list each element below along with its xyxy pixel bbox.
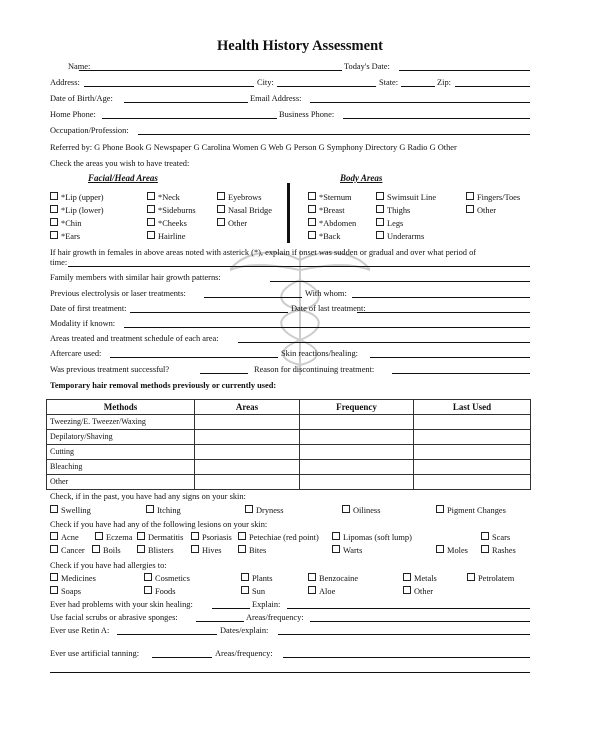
skin-option[interactable]: Oiliness [342, 505, 380, 516]
name-field[interactable] [79, 70, 342, 71]
business-phone-field[interactable] [343, 118, 530, 119]
checkbox-icon[interactable] [376, 218, 384, 226]
healing-explain-field[interactable] [287, 608, 530, 609]
email-label: Email Address: [250, 94, 302, 103]
area-option[interactable]: *Sternum [308, 192, 352, 203]
retin-field[interactable] [117, 634, 217, 635]
areas-schedule-label: Areas treated and treatment schedule of each area: [50, 334, 219, 343]
checkbox-icon[interactable] [308, 205, 316, 213]
table-row [47, 475, 531, 490]
area-option[interactable]: Legs [376, 218, 403, 229]
family-label: Family members with similar hair growth patterns: [50, 273, 221, 282]
retin-dates-label: Dates/explain: [220, 626, 269, 635]
scrubs-areas-label: Areas/frequency: [246, 613, 304, 622]
method-cell: Cutting [47, 445, 195, 460]
last-used-cell[interactable] [414, 430, 531, 445]
checkbox-icon[interactable] [50, 586, 58, 594]
email-field[interactable] [310, 102, 530, 103]
areas-cell[interactable] [195, 475, 300, 490]
zip-field[interactable] [455, 86, 530, 87]
lesion-option[interactable]: Blisters [137, 545, 174, 556]
last-used-cell[interactable] [414, 460, 531, 475]
checkbox-icon[interactable] [191, 545, 199, 553]
business-phone-label: Business Phone: [279, 110, 335, 119]
area-option[interactable]: Other [466, 205, 496, 216]
electrolysis-field[interactable] [204, 297, 302, 298]
last-used-cell[interactable] [414, 445, 531, 460]
checkbox-icon[interactable] [147, 205, 155, 213]
skin-reactions-field[interactable] [370, 357, 530, 358]
skin-option[interactable]: Pigment Changes [436, 505, 506, 516]
checkbox-icon[interactable] [308, 573, 316, 581]
method-cell: Tweezing/E. Tweezer/Waxing [47, 415, 195, 430]
areas-cell[interactable] [195, 460, 300, 475]
successful-field[interactable] [200, 373, 248, 374]
extra-line[interactable] [50, 672, 530, 673]
table-header-row [47, 400, 531, 415]
checkbox-icon[interactable] [376, 192, 384, 200]
checkbox-icon[interactable] [245, 505, 253, 513]
lesion-option[interactable]: Cancer [50, 545, 85, 556]
hair-growth-question: If hair growth in females in above areas noted with asterick (*), explain if onset was sudden or gradual and over what period of [50, 248, 477, 257]
area-option[interactable]: *Back [308, 231, 340, 242]
method-cell: Bleaching [47, 460, 195, 475]
allergy-option[interactable]: Foods [144, 586, 175, 597]
todays-date-field[interactable] [399, 70, 530, 71]
with-whom-label: With whom: [305, 289, 347, 298]
city-field[interactable] [277, 86, 376, 87]
lesion-option[interactable]: Boils [92, 545, 121, 556]
checkbox-icon[interactable] [466, 205, 474, 213]
with-whom-field[interactable] [352, 297, 530, 298]
lesion-option[interactable]: Acne [50, 532, 79, 543]
occupation-label: Occupation/Profession: [50, 126, 129, 135]
lesion-option[interactable]: Petechiae (red point) [238, 532, 319, 543]
checkbox-icon[interactable] [238, 532, 246, 540]
home-phone-label: Home Phone: [50, 110, 96, 119]
allergy-option[interactable]: Soaps [50, 586, 81, 597]
checkbox-icon[interactable] [466, 192, 474, 200]
check-areas-label: Check the areas you wish to have treated: [50, 159, 190, 168]
area-option[interactable]: Other [217, 218, 247, 229]
lesion-option[interactable]: Eczema [95, 532, 133, 543]
area-option[interactable]: *Lip (lower) [50, 205, 104, 216]
facial-areas-heading: Facial/Head Areas [88, 173, 158, 183]
checkbox-icon[interactable] [238, 545, 246, 553]
address-field[interactable] [84, 86, 254, 87]
checkbox-icon[interactable] [50, 505, 58, 513]
page-title: Health History Assessment [217, 38, 383, 54]
checkbox-icon[interactable] [191, 532, 199, 540]
area-option[interactable]: *Abdomen [308, 218, 356, 229]
reason-field[interactable] [392, 373, 530, 374]
last-treatment-field[interactable] [357, 312, 530, 313]
areas-cell[interactable] [195, 430, 300, 445]
aftercare-label: Aftercare used: [50, 349, 102, 358]
frequency-cell[interactable] [300, 475, 414, 490]
dob-label: Date of Birth/Age: [50, 94, 113, 103]
checkbox-icon[interactable] [308, 231, 316, 239]
column-header: Methods [47, 400, 195, 415]
allergy-option[interactable]: Metals [403, 573, 437, 584]
city-label: City: [257, 78, 274, 87]
retin-label: Ever use Retin A: [50, 626, 110, 635]
checkbox-icon[interactable] [308, 586, 316, 594]
first-treatment-label: Date of first treatment: [50, 304, 127, 313]
allergy-option[interactable]: Plants [241, 573, 272, 584]
frequency-cell[interactable] [300, 430, 414, 445]
lesions-label: Check if you have had any of the following lesions on your skin: [50, 520, 268, 529]
checkbox-icon[interactable] [241, 573, 249, 581]
referred-by: Referred by: G Phone Book G Newspaper G Carolina Women G Web G Person G Symphony Directory G Radio G Other [50, 143, 457, 152]
column-header: Frequency [300, 400, 414, 415]
area-option[interactable]: Hairline [147, 231, 185, 242]
checkbox-icon[interactable] [481, 545, 489, 553]
scrubs-field[interactable] [196, 621, 244, 622]
checkbox-icon[interactable] [467, 573, 475, 581]
healing-explain-label: Explain: [252, 600, 281, 609]
first-treatment-field[interactable] [130, 312, 288, 313]
area-option[interactable]: *Neck [147, 192, 180, 203]
column-header: Last Used [414, 400, 531, 415]
area-option[interactable]: Eyebrows [217, 192, 262, 203]
last-treatment-label: Date of last treatment: [291, 304, 366, 313]
areas-cell[interactable] [195, 415, 300, 430]
frequency-cell[interactable] [300, 415, 414, 430]
successful-label: Was previous treatment successful? [50, 365, 170, 374]
area-option[interactable]: Swimsuit Line [376, 192, 436, 203]
area-option[interactable]: Nasal Bridge [217, 205, 272, 216]
checkbox-icon[interactable] [50, 573, 58, 581]
tanning-areas-label: Areas/frequency: [215, 649, 273, 658]
allergies-label: Check if you have had allergies to: [50, 561, 167, 570]
checkbox-icon[interactable] [332, 545, 340, 553]
checkbox-icon[interactable] [147, 192, 155, 200]
skin-option[interactable]: Dryness [245, 505, 283, 516]
checkbox-icon[interactable] [50, 205, 58, 213]
state-field[interactable] [401, 86, 435, 87]
frequency-cell[interactable] [300, 445, 414, 460]
checkbox-icon[interactable] [50, 192, 58, 200]
home-phone-field[interactable] [102, 118, 277, 119]
checkbox-icon[interactable] [137, 545, 145, 553]
healing-problems-label: Ever had problems with your skin healing: [50, 600, 193, 609]
method-cell: Depilatory/Shaving [47, 430, 195, 445]
column-header: Areas [195, 400, 300, 415]
area-option[interactable]: *Chin [50, 218, 81, 229]
lesion-option[interactable]: Scars [481, 532, 510, 543]
temp-methods-label: Temporary hair removal methods previously or currently used: [50, 381, 277, 390]
skin-option[interactable]: Itching [146, 505, 181, 516]
checkbox-icon[interactable] [376, 205, 384, 213]
family-field[interactable] [270, 281, 530, 282]
last-used-cell[interactable] [414, 475, 531, 490]
electrolysis-label: Previous electrolysis or laser treatments: [50, 289, 186, 298]
checkbox-icon[interactable] [217, 205, 225, 213]
occupation-field[interactable] [138, 134, 530, 135]
scrubs-label: Use facial scrubs or abrasive sponges: [50, 613, 178, 622]
area-option[interactable]: *Breast [308, 205, 345, 216]
allergy-option[interactable]: Other [403, 586, 433, 597]
table-row [47, 430, 531, 445]
modality-field[interactable] [124, 327, 530, 328]
reason-label: Reason for discontinuing treatment: [254, 365, 375, 374]
retin-dates-field[interactable] [278, 634, 530, 635]
checkbox-icon[interactable] [50, 231, 58, 239]
checkbox-icon[interactable] [308, 218, 316, 226]
checkbox-icon[interactable] [144, 586, 152, 594]
name-label: Name: [68, 62, 91, 71]
table-row [47, 460, 531, 475]
lesion-option[interactable]: Lipomas (soft lump) [332, 532, 412, 543]
checkbox-icon[interactable] [342, 505, 350, 513]
aftercare-field[interactable] [110, 357, 278, 358]
allergy-option[interactable]: Benzocaine [308, 573, 358, 584]
tanning-field[interactable] [152, 657, 212, 658]
checkbox-icon[interactable] [403, 573, 411, 581]
lesion-option[interactable]: Psoriasis [191, 532, 232, 543]
allergy-option[interactable]: Cosmetics [144, 573, 190, 584]
checkbox-icon[interactable] [217, 218, 225, 226]
checkbox-icon[interactable] [50, 218, 58, 226]
time-field[interactable] [68, 266, 530, 267]
healing-problems-field[interactable] [212, 608, 250, 609]
area-option[interactable]: *Ears [50, 231, 80, 242]
scrubs-areas-field[interactable] [310, 621, 530, 622]
checkbox-icon[interactable] [308, 192, 316, 200]
lesion-option[interactable]: Moles [436, 545, 468, 556]
lesion-option[interactable]: Rashes [481, 545, 516, 556]
table-row [47, 415, 531, 430]
checkbox-icon[interactable] [241, 586, 249, 594]
state-label: State: [379, 78, 399, 87]
lesion-option[interactable]: Warts [332, 545, 362, 556]
checkbox-icon[interactable] [403, 586, 411, 594]
method-cell: Other [47, 475, 195, 490]
time-label: time: [50, 258, 68, 267]
methods-table [46, 399, 531, 490]
allergy-option[interactable]: Aloe [308, 586, 335, 597]
area-option[interactable]: Thighs [376, 205, 410, 216]
checkbox-icon[interactable] [332, 532, 340, 540]
checkbox-icon[interactable] [376, 231, 384, 239]
allergy-option[interactable]: Petrolatem [467, 573, 514, 584]
area-option[interactable]: Fingers/Toes [466, 192, 520, 203]
areas-cell[interactable] [195, 445, 300, 460]
areas-schedule-field[interactable] [238, 342, 530, 343]
checkbox-icon[interactable] [50, 532, 58, 540]
checkbox-icon[interactable] [436, 545, 444, 553]
last-used-cell[interactable] [414, 415, 531, 430]
checkbox-icon[interactable] [137, 532, 145, 540]
checkbox-icon[interactable] [147, 231, 155, 239]
checkbox-icon[interactable] [146, 505, 154, 513]
frequency-cell[interactable] [300, 460, 414, 475]
areas-divider [287, 183, 290, 243]
lesion-option[interactable]: Hives [191, 545, 222, 556]
checkbox-icon[interactable] [147, 218, 155, 226]
modality-label: Modality if known: [50, 319, 116, 328]
address-label: Address: [50, 78, 80, 87]
checkbox-icon[interactable] [50, 545, 58, 553]
allergy-option[interactable]: Sun [241, 586, 265, 597]
table-row [47, 445, 531, 460]
skin-signs-label: Check, if in the past, you have had any signs on your skin: [50, 492, 246, 501]
checkbox-icon[interactable] [92, 545, 100, 553]
tanning-areas-field[interactable] [283, 657, 530, 658]
area-option[interactable]: *Cheeks [147, 218, 187, 229]
lesion-option[interactable]: Dermatitis [137, 532, 183, 543]
tanning-label: Ever use artificial tanning: [50, 649, 140, 658]
area-option[interactable]: *Lip (upper) [50, 192, 104, 203]
dob-field[interactable] [124, 102, 248, 103]
checkbox-icon[interactable] [217, 192, 225, 200]
body-areas-heading: Body Areas [340, 173, 383, 183]
checkbox-icon[interactable] [95, 532, 103, 540]
zip-label: Zip: [437, 78, 451, 87]
checkbox-icon[interactable] [144, 573, 152, 581]
lesion-option[interactable]: Bites [238, 545, 266, 556]
allergy-option[interactable]: Medicines [50, 573, 96, 584]
checkbox-icon[interactable] [436, 505, 444, 513]
checkbox-icon[interactable] [481, 532, 489, 540]
area-option[interactable]: *Sideburns [147, 205, 196, 216]
area-option[interactable]: Underarms [376, 231, 424, 242]
skin-option[interactable]: Swelling [50, 505, 91, 516]
skin-reactions-label: Skin reactions/healing: [281, 349, 358, 358]
todays-date-label: Today's Date: [344, 62, 390, 71]
